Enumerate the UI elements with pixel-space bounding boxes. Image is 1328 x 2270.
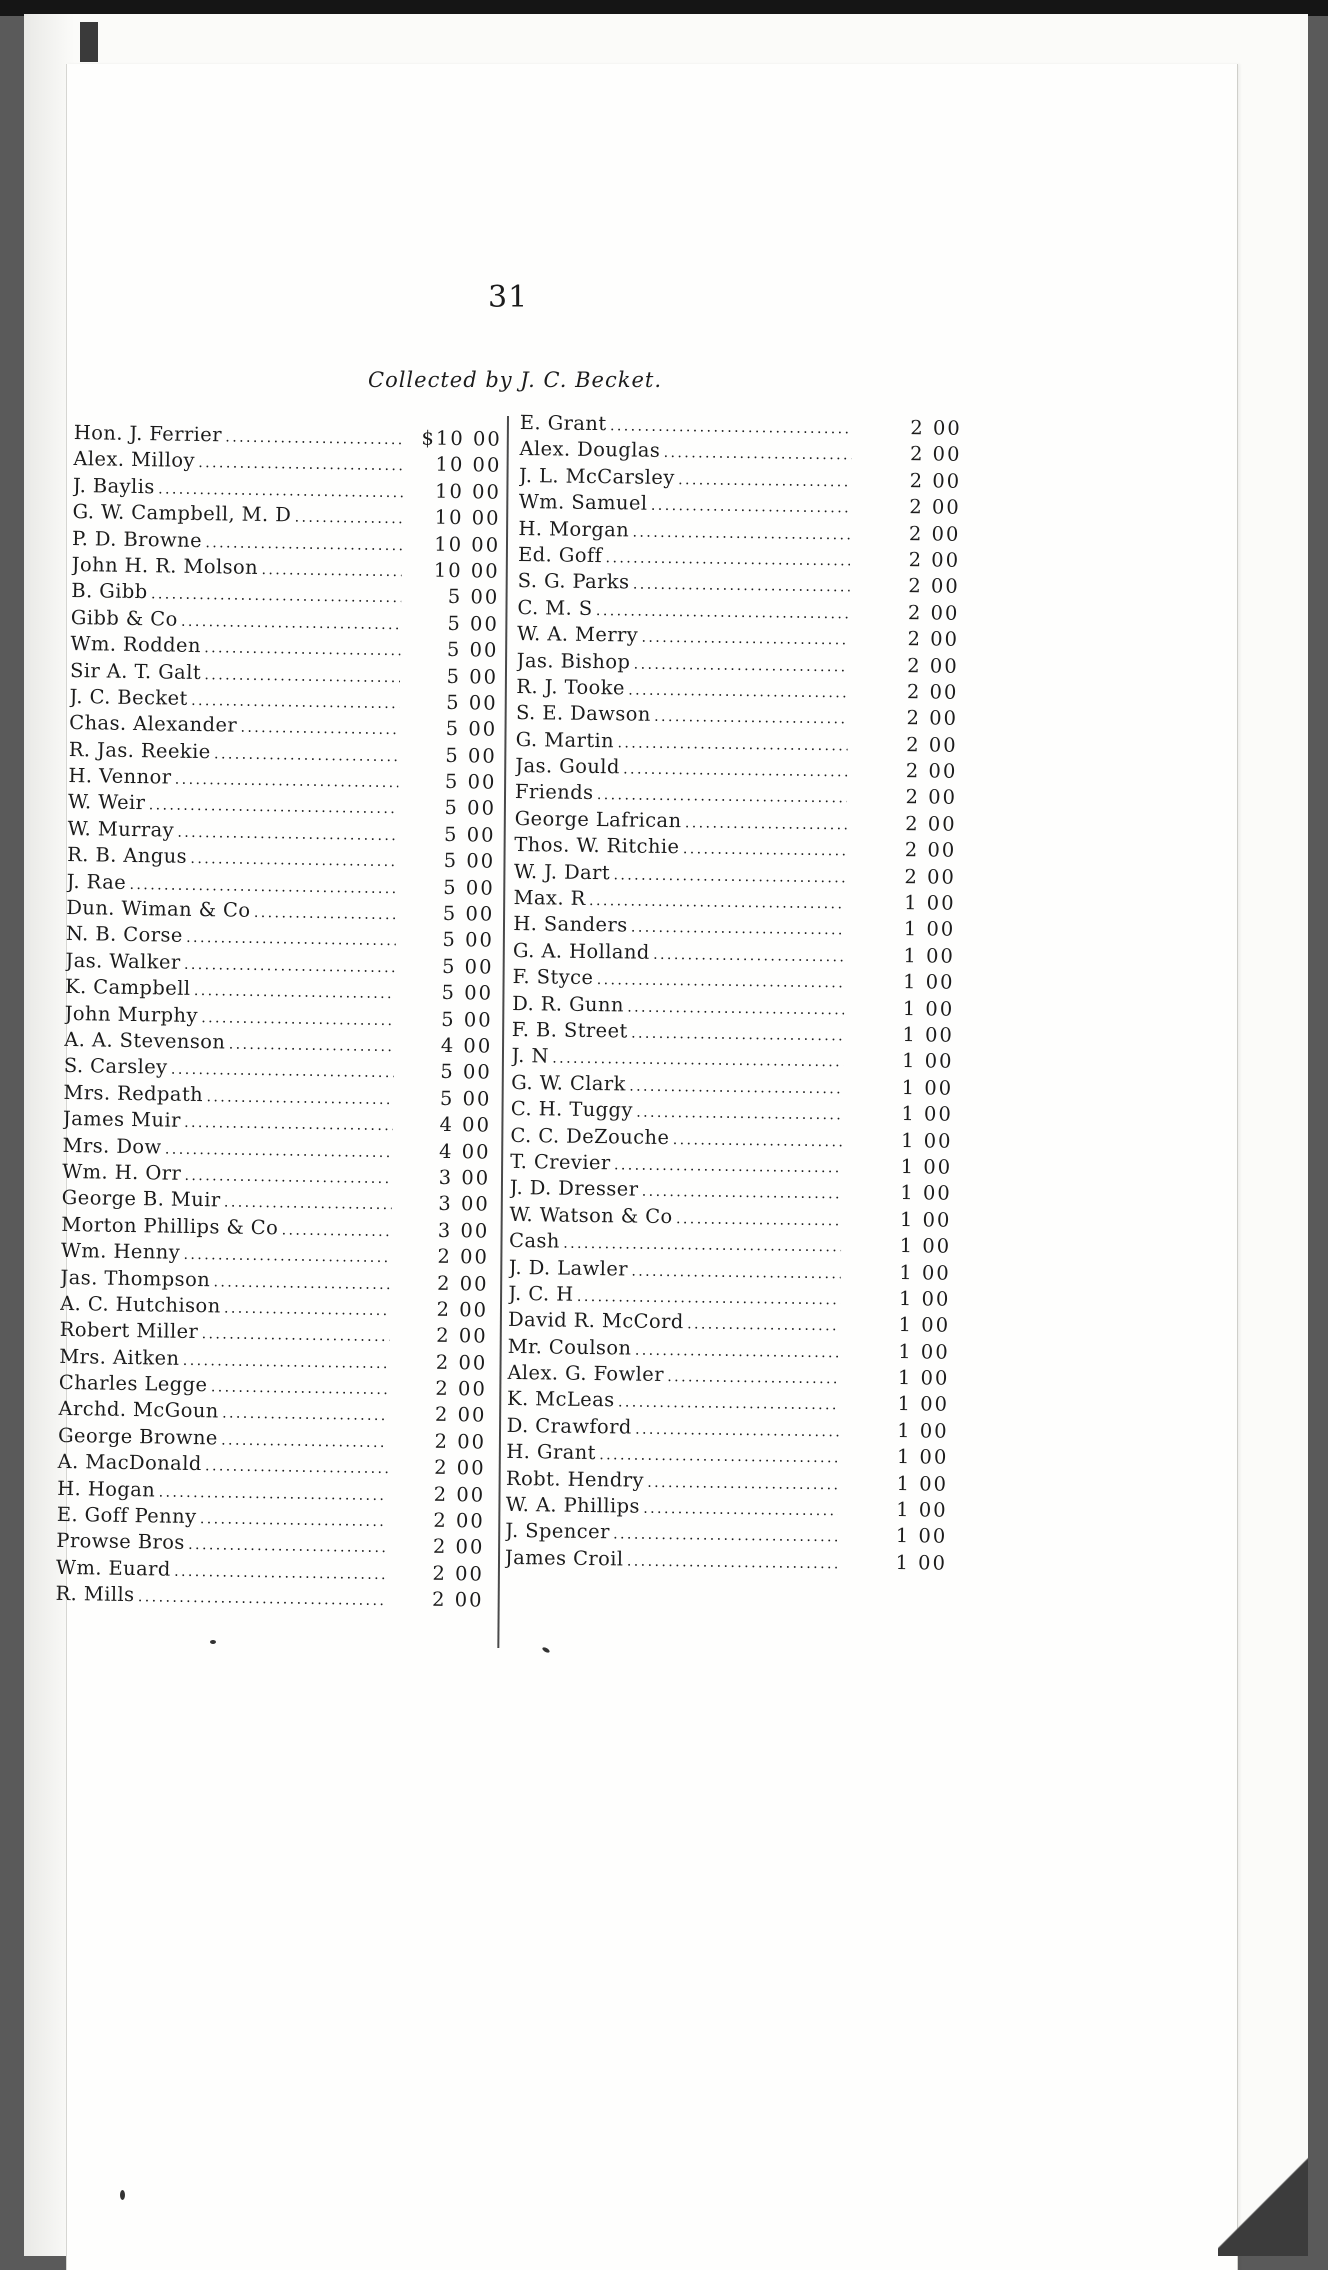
section-heading: Collected by J. C. Becket. <box>368 368 662 392</box>
subscriber-name: W. Murray . . . <box>67 816 397 850</box>
subscriber-name: P. D. Browne . . . <box>72 526 402 560</box>
subscriber-name: Max. R . . . <box>513 885 845 918</box>
subscriber-name: Gibb & Co . . . <box>71 605 401 639</box>
page-number: 31 <box>488 280 529 315</box>
subscriber-name: Wm. Rodden . . . <box>70 631 400 665</box>
subscription-amount: 5 00 <box>446 638 499 662</box>
subscription-amount: 5 00 <box>444 796 497 821</box>
subscription-amount: 2 00 <box>432 1535 485 1559</box>
subscriber-name: Wm. Henny . . . <box>61 1238 391 1272</box>
subscriber-name: John Murphy . . . <box>64 1001 394 1035</box>
subscription-amount: 5 00 <box>439 1086 492 1111</box>
subscriber-name: Dun. Wiman & Co . . . <box>66 895 396 929</box>
subscription-amount: 2 00 <box>909 495 961 519</box>
subscriber-name: Sir A. T. Galt . . . <box>70 657 400 691</box>
subscriber-name: E. Grant . . . <box>520 410 852 443</box>
subscription-amount: 1 00 <box>899 1207 952 1232</box>
subscriber-name: Mrs. Dow . . . <box>62 1132 392 1166</box>
subscriber-name: Prowse Bros . . . <box>56 1528 386 1562</box>
subscriber-name: Morton Phillips & Co . . . <box>61 1212 391 1246</box>
subscription-amount: 5 00 <box>443 875 495 900</box>
subscriber-name: C. H. Tuggy . . . <box>511 1096 843 1129</box>
subscription-amount: 2 00 <box>905 759 958 783</box>
subscriber-name: Charles Legge . . . <box>59 1370 389 1404</box>
subscription-amount: 2 00 <box>434 1403 487 1428</box>
subscription-amount: 2 00 <box>908 574 960 599</box>
subscription-amount: 2 00 <box>908 548 961 572</box>
subscription-amount: 2 00 <box>908 521 961 546</box>
subscriber-name: Mrs. Aitken . . . <box>59 1344 389 1378</box>
subscriber-name: Alex. Milloy . . . <box>73 446 403 480</box>
subscription-amount: 1 00 <box>902 996 955 1021</box>
subscription-amount: 5 00 <box>444 769 497 794</box>
subscription-amount: 5 00 <box>446 664 499 689</box>
subscriber-name: George Lafrican . . . <box>514 806 846 839</box>
subscriber-name: Chas. Alexander . . . <box>69 710 399 744</box>
subscription-amount: 1 00 <box>900 1154 953 1179</box>
subscriber-name: J. L. McCarsley . . . <box>519 463 851 496</box>
subscriber-name: H. Sanders . . . <box>513 911 845 944</box>
subscriber-name: A. C. Hutchison . . . <box>60 1291 390 1325</box>
subscriber-name: James Muir . . . <box>63 1106 393 1140</box>
left-subscriber-column <box>55 420 502 1614</box>
subscription-amount: 1 00 <box>898 1339 950 1364</box>
subscriber-name: W. J. Dart . . . <box>514 859 846 892</box>
subscription-amount: 2 00 <box>433 1482 486 1507</box>
subscriber-name: R. B. Angus . . . <box>67 842 397 876</box>
subscriber-name: K. McLeas . . . <box>507 1386 839 1419</box>
subscriber-name: S. E. Dawson . . . <box>516 700 848 733</box>
subscriber-name: Mrs. Redpath . . . <box>63 1080 393 1114</box>
subscriber-name: Jas. Bishop . . . <box>517 647 849 680</box>
subscription-amount: 2 00 <box>435 1350 488 1375</box>
subscription-amount: 1 00 <box>899 1234 952 1258</box>
subscriber-name: H. Vennor . . . <box>68 763 398 797</box>
subscription-amount: 2 00 <box>906 732 958 757</box>
subscriber-row <box>505 1545 947 1577</box>
subscription-amount: 1 00 <box>902 970 955 994</box>
subscription-amount: 1 00 <box>902 1023 955 1047</box>
subscriber-name: W. A. Merry . . . <box>517 621 849 654</box>
subscriber-name: Robt. Hendry . . . <box>506 1466 838 1499</box>
subscriber-name: George B. Muir . . . <box>62 1185 392 1219</box>
subscription-amount: 1 00 <box>904 891 956 915</box>
subscription-amount: 10 00 <box>433 558 500 583</box>
subscriber-name: G. W. Campbell, M. D . . . <box>72 499 402 533</box>
subscription-amount: 4 00 <box>438 1139 491 1164</box>
subscription-amount: 1 00 <box>900 1181 952 1206</box>
subscriber-name: W. A. Phillips . . . <box>505 1492 837 1525</box>
subscription-amount: 5 00 <box>440 1060 492 1085</box>
subscription-amount: 2 00 <box>904 838 957 862</box>
subscriber-name: Friends . . . <box>515 779 847 812</box>
subscriber-name: Alex. G. Fowler . . . <box>507 1360 839 1393</box>
subscriber-name: George Browne . . . <box>58 1423 388 1457</box>
subscriber-name: Ed. Goff . . . <box>518 542 850 575</box>
subscriber-name: Hon. J. Ferrier . . . <box>74 420 404 454</box>
subscriber-name: J. C. H . . . <box>508 1281 840 1314</box>
subscriber-name: Thos. W. Ritchie . . . <box>514 832 846 865</box>
subscriber-name: K. Campbell . . . <box>65 974 395 1008</box>
subscriber-name: J. Baylis . . . <box>73 473 403 507</box>
subscription-amount: 2 00 <box>436 1297 489 1322</box>
subscription-amount: 2 00 <box>435 1376 488 1401</box>
subscription-amount: 2 00 <box>906 679 959 704</box>
subscription-amount: 3 00 <box>438 1165 491 1190</box>
subscriber-name: H. Hogan . . . <box>57 1475 387 1509</box>
subscription-amount: 2 00 <box>905 785 958 810</box>
subscription-amount: 2 00 <box>904 864 957 889</box>
subscription-amount: 2 00 <box>909 468 962 493</box>
subscription-amount: 5 00 <box>442 928 495 953</box>
subscription-amount: 1 00 <box>897 1366 950 1390</box>
subscriber-name: S. Carsley . . . <box>64 1053 394 1087</box>
subscription-amount: 5 00 <box>443 849 496 873</box>
subscriber-name: H. Grant . . . <box>506 1439 838 1472</box>
subscription-amount: $10 00 <box>421 426 502 451</box>
right-subscriber-column <box>505 410 962 1577</box>
subscription-amount: 2 00 <box>433 1508 485 1533</box>
subscriber-name: A. MacDonald . . . <box>57 1449 387 1483</box>
subscriber-name: T. Crevier . . . <box>510 1149 842 1182</box>
subscriber-name: E. Goff Penny . . . <box>57 1502 387 1536</box>
subscription-amount: 3 00 <box>437 1218 490 1243</box>
subscriber-name: Archd. McGoun . . . <box>58 1396 388 1430</box>
subscription-amount: 1 00 <box>898 1286 951 1311</box>
subscriber-name: W. Weir . . . <box>68 789 398 823</box>
subscription-amount: 1 00 <box>895 1524 948 1549</box>
subscription-amount: 2 00 <box>436 1271 489 1296</box>
subscriber-name: F. Styce . . . <box>512 964 844 997</box>
subscription-amount: 2 00 <box>910 416 962 440</box>
subscription-amount: 3 00 <box>438 1192 490 1216</box>
subscription-amount: 5 00 <box>443 822 496 847</box>
subscriber-name: J. D. Lawler . . . <box>509 1254 841 1287</box>
binding-mark <box>80 22 98 62</box>
subscriber-name: Wm. Euard . . . <box>56 1555 386 1589</box>
subscription-amount: 2 00 <box>907 653 959 678</box>
subscription-amount: 4 00 <box>440 1033 493 1058</box>
subscriber-name: J. D. Dresser . . . <box>510 1175 842 1208</box>
subscription-amount: 5 00 <box>445 743 497 768</box>
subscription-amount: 2 00 <box>437 1244 490 1269</box>
subscriber-name: J. Rae . . . <box>67 869 397 903</box>
subscriber-name: F. B. Street . . . <box>512 1017 844 1050</box>
subscription-amount: 10 00 <box>434 505 501 530</box>
subscription-amount: 1 00 <box>901 1075 954 1100</box>
subscription-amount: 1 00 <box>897 1392 950 1417</box>
subscriber-name: W. Watson & Co . . . <box>509 1202 841 1235</box>
subscription-amount: 10 00 <box>434 479 502 504</box>
subscription-amount: 1 00 <box>896 1445 949 1469</box>
subscription-amount: 5 00 <box>441 981 494 1005</box>
subscription-amount: 1 00 <box>903 943 956 968</box>
subscriber-name: N. B. Corse . . . <box>66 921 396 955</box>
subscriber-name: G. W. Clark . . . <box>511 1070 843 1103</box>
subscriber-name: R. J. Tooke . . . <box>516 674 848 707</box>
subscription-amount: 2 00 <box>906 706 959 731</box>
subscriber-name: Cash . . . <box>509 1228 841 1261</box>
subscriber-name: J. C. Becket . . . <box>69 684 399 718</box>
subscription-amount: 10 00 <box>434 532 501 557</box>
subscription-amount: 2 00 <box>431 1587 484 1612</box>
subscriber-name: Wm. H. Orr . . . <box>62 1159 392 1193</box>
subscriber-name: A. A. Stevenson . . . <box>64 1027 394 1061</box>
subscription-amount: 2 00 <box>909 442 962 467</box>
subscriber-name: B. Gibb . . . <box>71 578 401 612</box>
subscriber-name: G. Martin . . . <box>515 727 847 760</box>
subscription-amount: 1 00 <box>903 917 956 942</box>
subscription-amount: 1 00 <box>896 1498 948 1522</box>
subscription-amount: 5 00 <box>442 901 495 926</box>
subscription-amount: 2 00 <box>907 600 960 625</box>
subscriber-name: R. Mills . . . <box>55 1581 385 1615</box>
subscription-amount: 2 00 <box>907 627 960 651</box>
subscription-amount: 1 00 <box>897 1418 949 1443</box>
subscription-amount: 2 00 <box>434 1429 487 1454</box>
ink-speck <box>120 2190 125 2200</box>
subscription-amount: 2 00 <box>436 1324 488 1348</box>
subscriber-name: Jas. Gould . . . <box>515 753 847 786</box>
ink-speck <box>210 1640 216 1644</box>
subscription-amount: 4 00 <box>439 1112 492 1137</box>
subscription-amount: 1 00 <box>899 1260 951 1285</box>
subscription-amount: 5 00 <box>441 1007 493 1032</box>
subscription-amount: 5 00 <box>447 611 500 636</box>
subscriber-name: S. G. Parks . . . <box>518 568 850 601</box>
subscriber-name: R. Jas. Reekie . . . <box>69 737 399 771</box>
subscriber-name: Jas. Walker . . . <box>65 948 395 982</box>
subscription-amount: 1 00 <box>901 1049 954 1074</box>
subscriber-name: C. M. S . . . <box>517 595 849 628</box>
subscription-amount: 5 00 <box>441 954 494 979</box>
subscriber-name: G. A. Holland . . . <box>513 938 845 971</box>
subscription-amount: 1 00 <box>896 1471 949 1496</box>
subscriber-name: Robert Miller . . . <box>59 1317 389 1351</box>
subscriber-name: Jas. Thompson . . . <box>60 1264 390 1298</box>
subscriber-name: John H. R. Molson . . . <box>71 552 401 586</box>
subscription-amount: 1 00 <box>901 1102 953 1126</box>
subscription-amount: 5 00 <box>445 717 498 741</box>
page-corner-curl <box>1218 2126 1308 2256</box>
subscription-amount: 2 00 <box>432 1561 485 1586</box>
subscriber-name: H. Morgan . . . <box>518 516 850 549</box>
subscriber-name: C. C. DeZouche . . . <box>510 1122 842 1155</box>
subscription-amount: 10 00 <box>435 453 502 478</box>
subscriber-name: Mr. Coulson . . . <box>508 1334 840 1367</box>
subscriber-name: J. Spencer . . . <box>505 1518 837 1551</box>
subscriber-name: Alex. Douglas . . . <box>519 436 851 469</box>
subscription-amount: 5 00 <box>447 585 500 610</box>
subscription-amount: 1 00 <box>900 1128 953 1153</box>
subscription-amount: 1 00 <box>898 1313 951 1337</box>
subscription-amount: 1 00 <box>895 1550 948 1575</box>
subscription-amount: 2 00 <box>433 1456 486 1480</box>
subscriber-name: James Croil . . . <box>505 1545 837 1578</box>
subscriber-row <box>55 1581 483 1614</box>
subscriber-name: J. N . . . <box>511 1043 843 1076</box>
subscription-amount: 2 00 <box>905 811 957 836</box>
subscriber-name: Wm. Samuel . . . <box>519 489 851 522</box>
subscriber-name: D. R. Gunn . . . <box>512 991 844 1024</box>
subscriber-name: D. Crawford . . . <box>507 1413 839 1446</box>
subscriber-name: David R. McCord . . . <box>508 1307 840 1340</box>
subscription-amount: 5 00 <box>446 690 498 715</box>
